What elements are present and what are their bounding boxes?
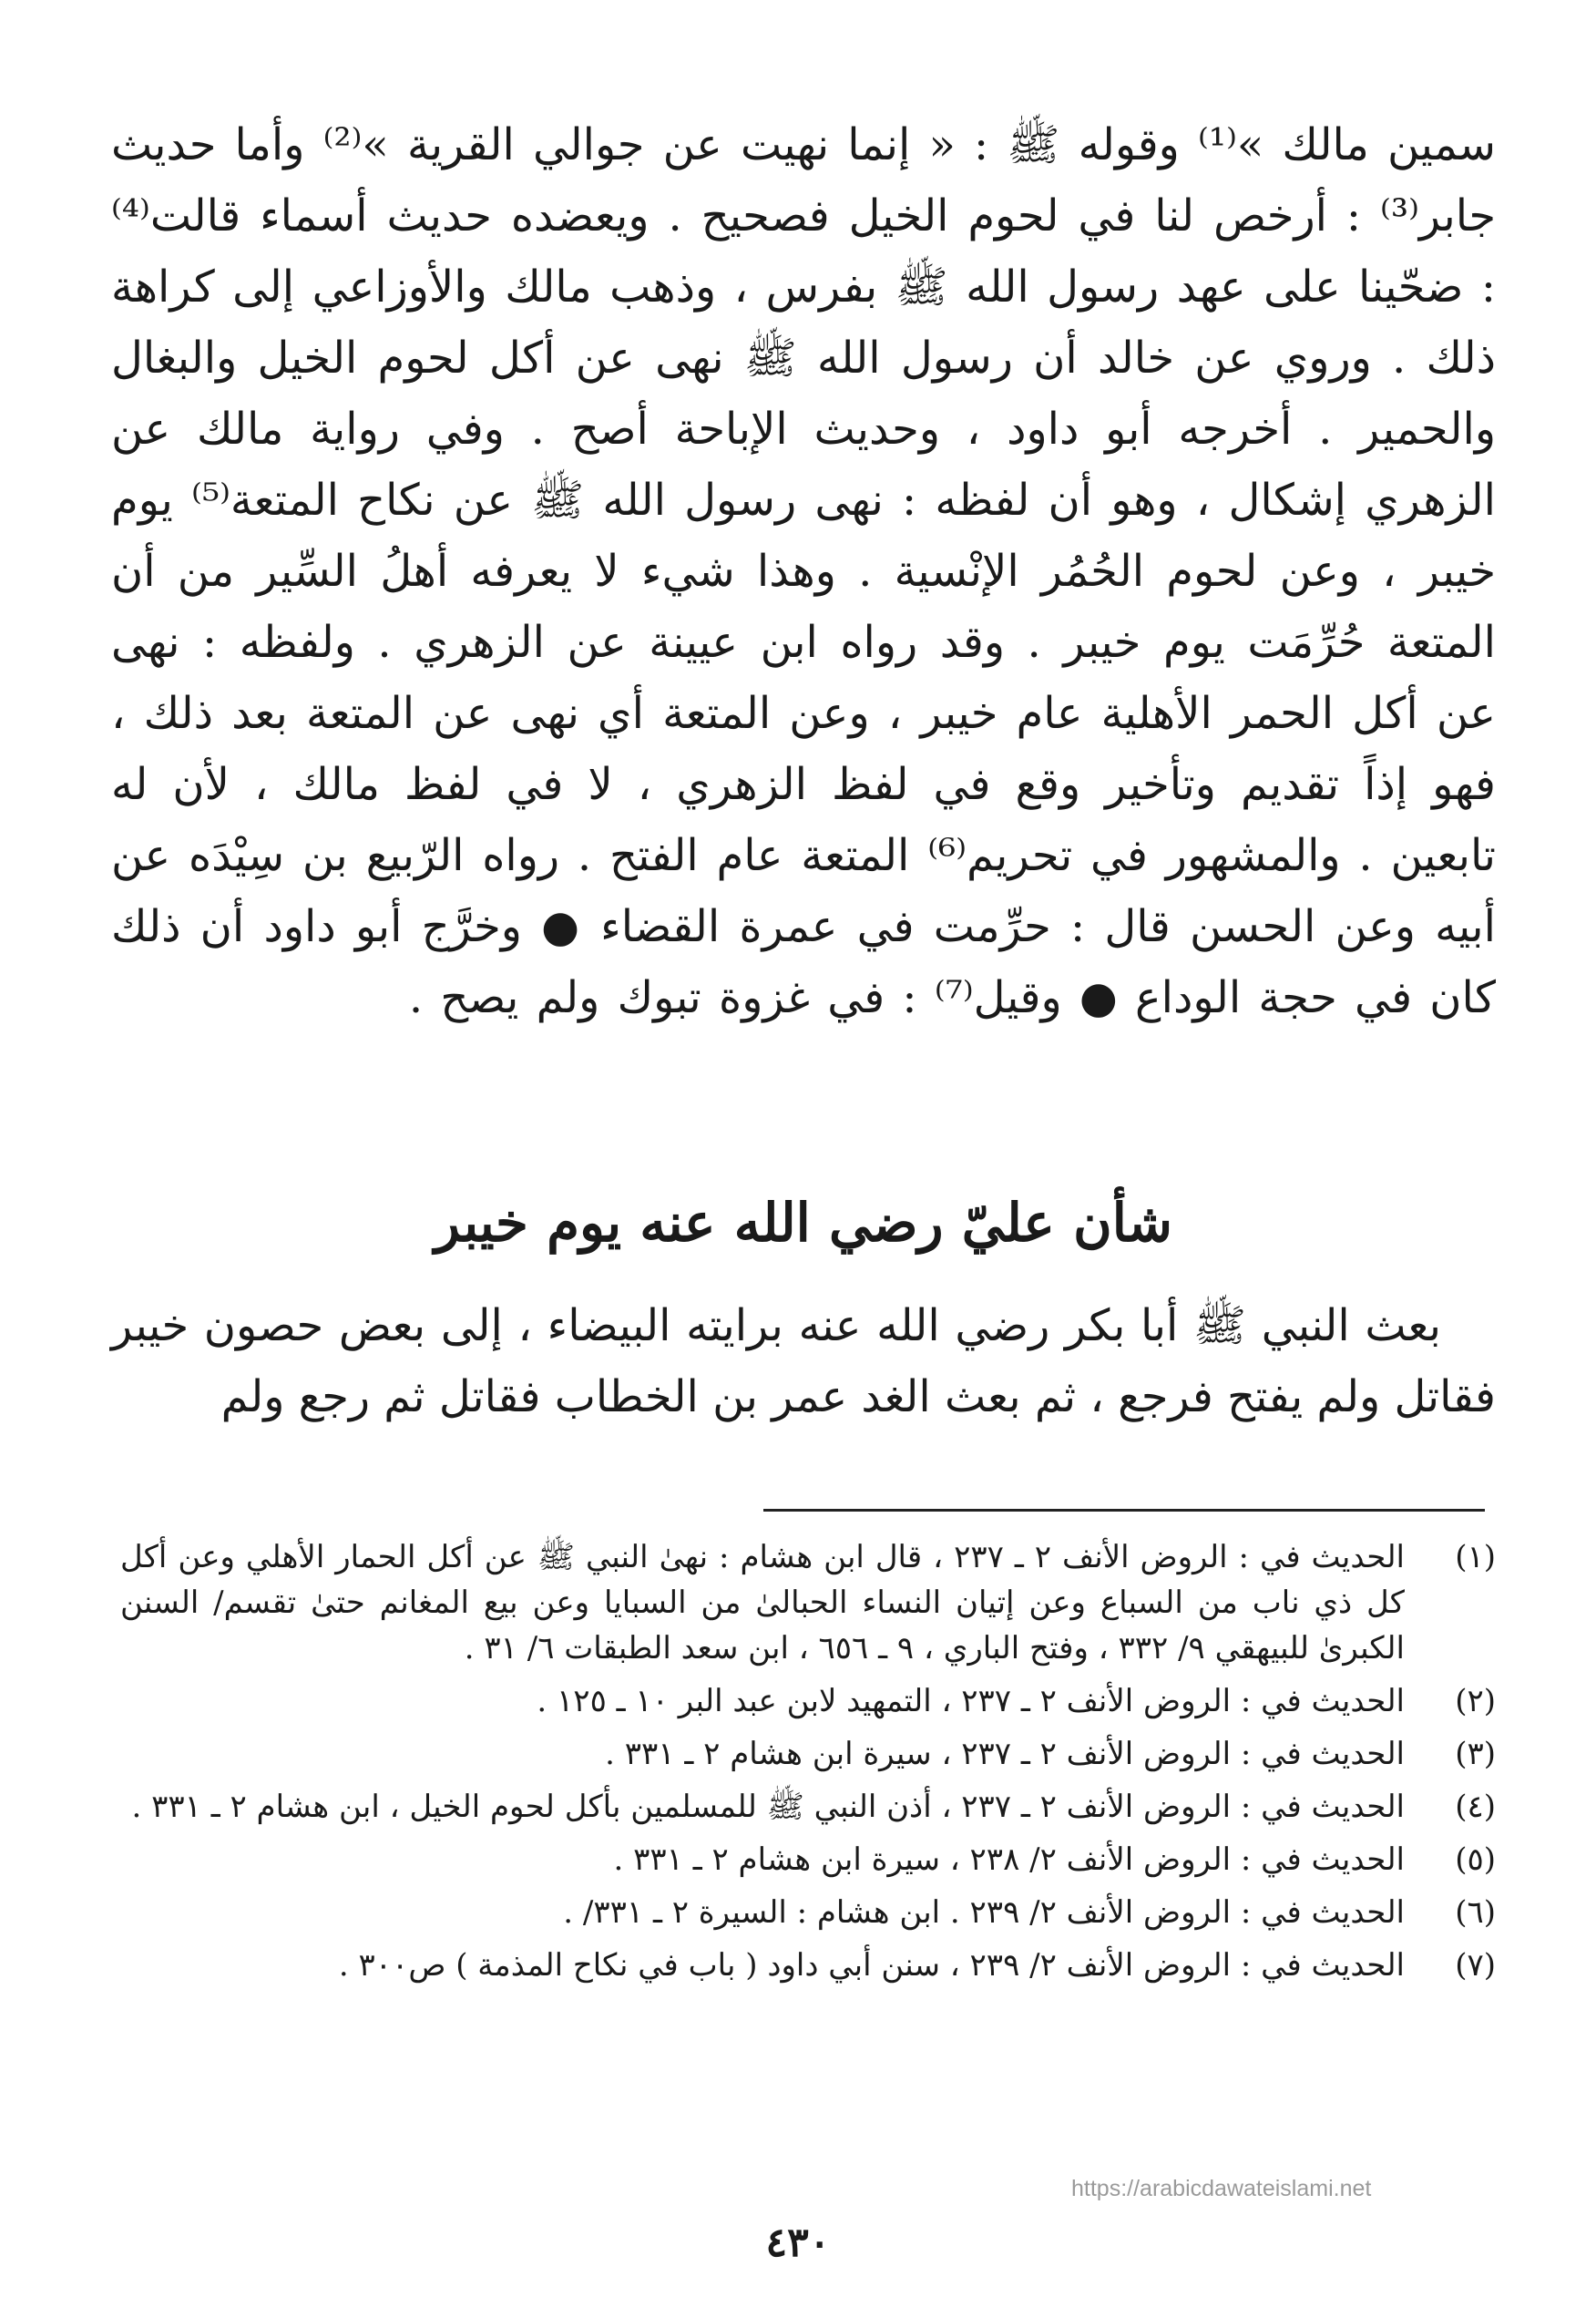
footnote-text: الحديث في : الروض الأنف ٢ ـ ٢٣٧ ، التمهيد لابن عبد البر ١٠ ـ ١٢٥ . [537, 1683, 1405, 1719]
footnote-number: (٢) [1455, 1683, 1496, 1719]
footnote-text: الحديث في : الروض الأنف ٢/ ٢٣٩ ، سنن أبي داود ( باب في نكاح المذمة ) ص٣٠٠ . [338, 1947, 1405, 1984]
main-text [111, 109, 1496, 1033]
footnote-item [120, 1731, 1496, 1777]
footnote-number: (٥) [1455, 1841, 1496, 1878]
footnote-number: (٣) [1455, 1736, 1496, 1772]
footnote-text: الحديث في : الروض الأنف ٢ ـ ٢٣٧ ، سيرة ابن هشام ٢ ـ ٣٣١ . [605, 1736, 1405, 1772]
section-text [111, 1290, 1496, 1432]
footnote-item [120, 1943, 1496, 1988]
page-number: ٤٣٠ [765, 2220, 831, 2266]
main-paragraph: سمين مالك »⁽¹⁾ وقوله ﷺ : « إنما نهيت عن جوالي القرية »⁽²⁾ وأما حديث جابر⁽³⁾ : أرخص لنا في لحوم الخيل فصحيح . ويعضده حديث أسماء قالت⁽⁴⁾ : ضحّينا على عهد رسول الله ﷺ بفرس ، وذهب مالك والأوزاعي إلى كراهة ذلك . وروي عن خالد أن رسول الله ﷺ نهى عن أكل لحوم الخيل والبغال والحمير . أخرجه أبو داود ، وحديث الإباحة أصح . وفي رواية مالك عن الزهري إشكال ، وهو أن لفظه : نهى رسول الله ﷺ عن نكاح المتعة⁽⁵⁾ يوم خيبر ، وعن لحوم الحُمُر الإنْسية . وهذا شيء لا يعرفه أهلُ السِّير من أن المتعة حُرِّمَت يوم خيبر . وقد رواه ابن عيينة عن الزهري . ولفظه : نهى عن أكل الحمر الأهلية عام خيبر ، وعن المتعة أي نهى عن المتعة بعد ذلك ، فهو إذاً تقديم وتأخير وقع في لفظ الزهري ، لا في لفظ مالك ، لأن له تابعين . والمشهور في تحريم⁽⁶⁾ المتعة عام الفتح . رواه الرّبيع بن سِيْدَه عن أبيه وعن الحسن قال : حرِّمت في عمرة القضاء ● وخرَّج أبو داود أن ذلك كان في حجة الوداع ● وقيل⁽⁷⁾ : في غزوة تبوك ولم يصح . [111, 119, 1497, 1023]
footnote-item [120, 1534, 1496, 1671]
footnote-text: الحديث في : الروض الأنف ٢/ ٢٣٨ ، سيرة ابن هشام ٢ ـ ٣٣١ . [613, 1841, 1405, 1878]
footnote-item [120, 1784, 1496, 1830]
footnote-item [120, 1837, 1496, 1882]
watermark-url: https://arabicdawateislami.net [1071, 2176, 1372, 2201]
footnote-separator [763, 1509, 1485, 1512]
section-paragraph: بعث النبي ﷺ أبا بكر رضي الله عنه برايته البيضاء ، إلى بعض حصون خيبر فقاتل ولم يفتح فرجع ، ثم بعث الغد عمر بن الخطاب فقاتل ثم رجع ولم [111, 1300, 1496, 1422]
footnote-number: (٦) [1455, 1894, 1496, 1931]
footnote-item [120, 1678, 1496, 1724]
footnote-number: (١) [1455, 1539, 1496, 1575]
footnote-number: (٧) [1455, 1947, 1496, 1984]
footnote-text: الحديث في : الروض الأنف ٢/ ٢٣٩ . ابن هشام : السيرة ٢ ـ ٣٣١/ . [563, 1894, 1405, 1931]
footnote-number: (٤) [1455, 1789, 1496, 1825]
footnote-text: الحديث في : الروض الأنف ٢ ـ ٢٣٧ ، قال ابن هشام : نهىٰ النبي ﷺ عن أكل الحمار الأهلي وعن أكل كل ذي ناب من السباع وعن إتيان النساء الحبالىٰ من السبايا وعن بيع المغانم حتىٰ تقسم/ السنن الكبرىٰ للبيهقي ٩/ ٣٣٢ ، وفتح الباري ، ٩ ـ ٦٥٦ ، ابن سعد الطبقات ٦/ ٣١ . [120, 1539, 1405, 1666]
footnote-text: الحديث في : الروض الأنف ٢ ـ ٢٣٧ ، أذن النبي ﷺ للمسلمين بأكل لحوم الخيل ، ابن هشام ٢ ـ ٣٣١ . [131, 1789, 1405, 1825]
footnotes-list [120, 1534, 1496, 1995]
footnote-item [120, 1890, 1496, 1935]
section-heading: شأن عليّ رضي الله عنه يوم خيبر [435, 1192, 1172, 1254]
